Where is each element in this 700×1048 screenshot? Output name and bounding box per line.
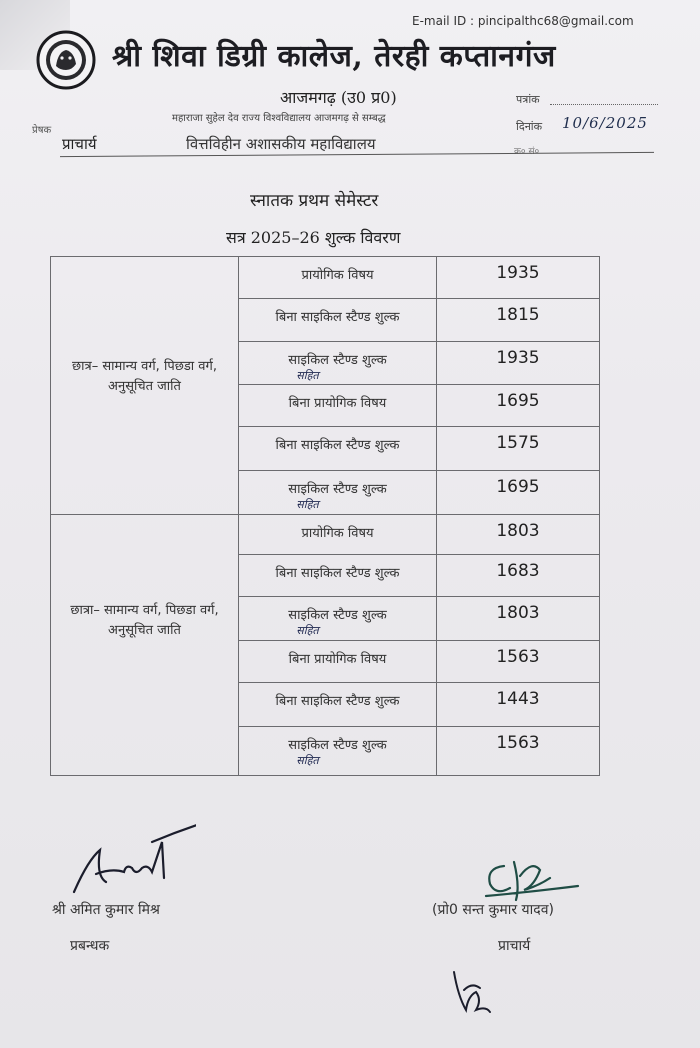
fee-amount: 1935 <box>496 348 540 368</box>
fee-description: साइकिल स्टैण्ड शुल्क <box>288 353 387 368</box>
institution-type: वित्तविहीन अशासकीय महाविद्यालय <box>186 135 376 153</box>
fee-group-male <box>51 257 239 515</box>
principal-signature <box>480 856 580 906</box>
handwritten-note: सहित <box>296 369 319 382</box>
fee-amount: 1443 <box>496 689 540 709</box>
fee-amount: 1803 <box>496 603 540 623</box>
fee-description: बिना प्रायोगिक विषय <box>288 396 387 411</box>
table-row <box>239 683 599 727</box>
table-row <box>239 555 599 597</box>
fee-description: बिना प्रायोगिक विषय <box>288 652 387 667</box>
semester-heading: स्नातक प्रथम सेमेस्टर <box>250 191 379 211</box>
table-row <box>239 385 599 427</box>
session-fee-heading: सत्र 2025–26 शुल्क विवरण <box>226 228 401 247</box>
fee-description: प्रायोगिक विषय <box>301 268 374 283</box>
table-row <box>239 299 599 342</box>
fee-amount: 1935 <box>496 263 540 283</box>
fee-description: साइकिल स्टैण्ड शुल्क <box>288 482 387 497</box>
manager-name: श्री अमित कुमार मिश्र <box>52 902 160 918</box>
date-label: दिनांक <box>516 120 543 133</box>
university-affiliation: महाराजा सुहेल देव राज्य विश्वविद्यालय आजमगढ़ से सम्बद्ध <box>172 113 386 124</box>
fee-group-label: छात्र– सामान्य वर्ग, पिछडा वर्ग, अनुसूचित जाति <box>72 359 217 394</box>
fee-description: साइकिल स्टैण्ड शुल्क <box>288 608 387 623</box>
serial-label: क्र० सं० <box>514 147 540 157</box>
fee-table <box>50 256 600 776</box>
fee-amount: 1695 <box>496 477 540 497</box>
fee-description: बिना साइकिल स्टैण्ड शुल्क <box>275 310 400 325</box>
table-row <box>239 727 599 775</box>
fee-amount: 1803 <box>496 521 540 541</box>
fee-description: प्रायोगिक विषय <box>301 526 374 541</box>
manager-signature <box>66 820 196 900</box>
principal-designation: प्राचार्य <box>498 938 531 954</box>
fee-description: बिना साइकिल स्टैण्ड शुल्क <box>275 694 400 709</box>
fee-description: साइकिल स्टैण्ड शुल्क <box>288 738 387 753</box>
table-row <box>239 257 599 299</box>
fee-amount: 1563 <box>496 647 540 667</box>
handwritten-note: सहित <box>296 754 319 767</box>
fee-amount: 1575 <box>496 433 540 453</box>
handwritten-note: सहित <box>296 498 319 511</box>
reference-blank-line <box>550 104 658 105</box>
table-row <box>239 515 599 555</box>
college-address: आजमगढ़ (उ0 प्र0) <box>280 88 397 107</box>
handwritten-note: सहित <box>296 624 319 637</box>
table-row <box>239 597 599 641</box>
table-row <box>239 471 599 515</box>
fee-group-female <box>51 515 239 775</box>
manager-designation: प्रबन्धक <box>70 938 110 954</box>
fee-description: बिना साइकिल स्टैण्ड शुल्क <box>275 438 400 453</box>
fee-amount: 1563 <box>496 733 540 753</box>
sender-name: प्राचार्य <box>62 135 97 153</box>
fee-group-label: छात्रा– सामान्य वर्ग, पिछडा वर्ग, अनुसूचित जाति <box>70 603 219 638</box>
table-row <box>239 342 599 385</box>
fee-amount: 1815 <box>496 305 540 325</box>
sender-label: प्रेषक <box>32 125 52 136</box>
fee-description: बिना साइकिल स्टैण्ड शुल्क <box>275 566 400 581</box>
reference-label: पत्रांक <box>516 93 540 106</box>
college-emblem-logo <box>36 30 96 90</box>
table-row <box>239 641 599 683</box>
email-id: E-mail ID : pincipalthc68@gmail.com <box>412 14 634 28</box>
college-name: श्री शिवा डिग्री कालेज, तेरही कप्तानगंज <box>112 39 556 74</box>
table-row <box>239 427 599 471</box>
principal-name: (प्रो0 सन्त कुमार यादव) <box>432 902 554 918</box>
fee-amount: 1695 <box>496 391 540 411</box>
date-value: 10/6/2025 <box>562 114 648 132</box>
fee-amount: 1683 <box>496 561 540 581</box>
initials-signature <box>446 966 498 1018</box>
